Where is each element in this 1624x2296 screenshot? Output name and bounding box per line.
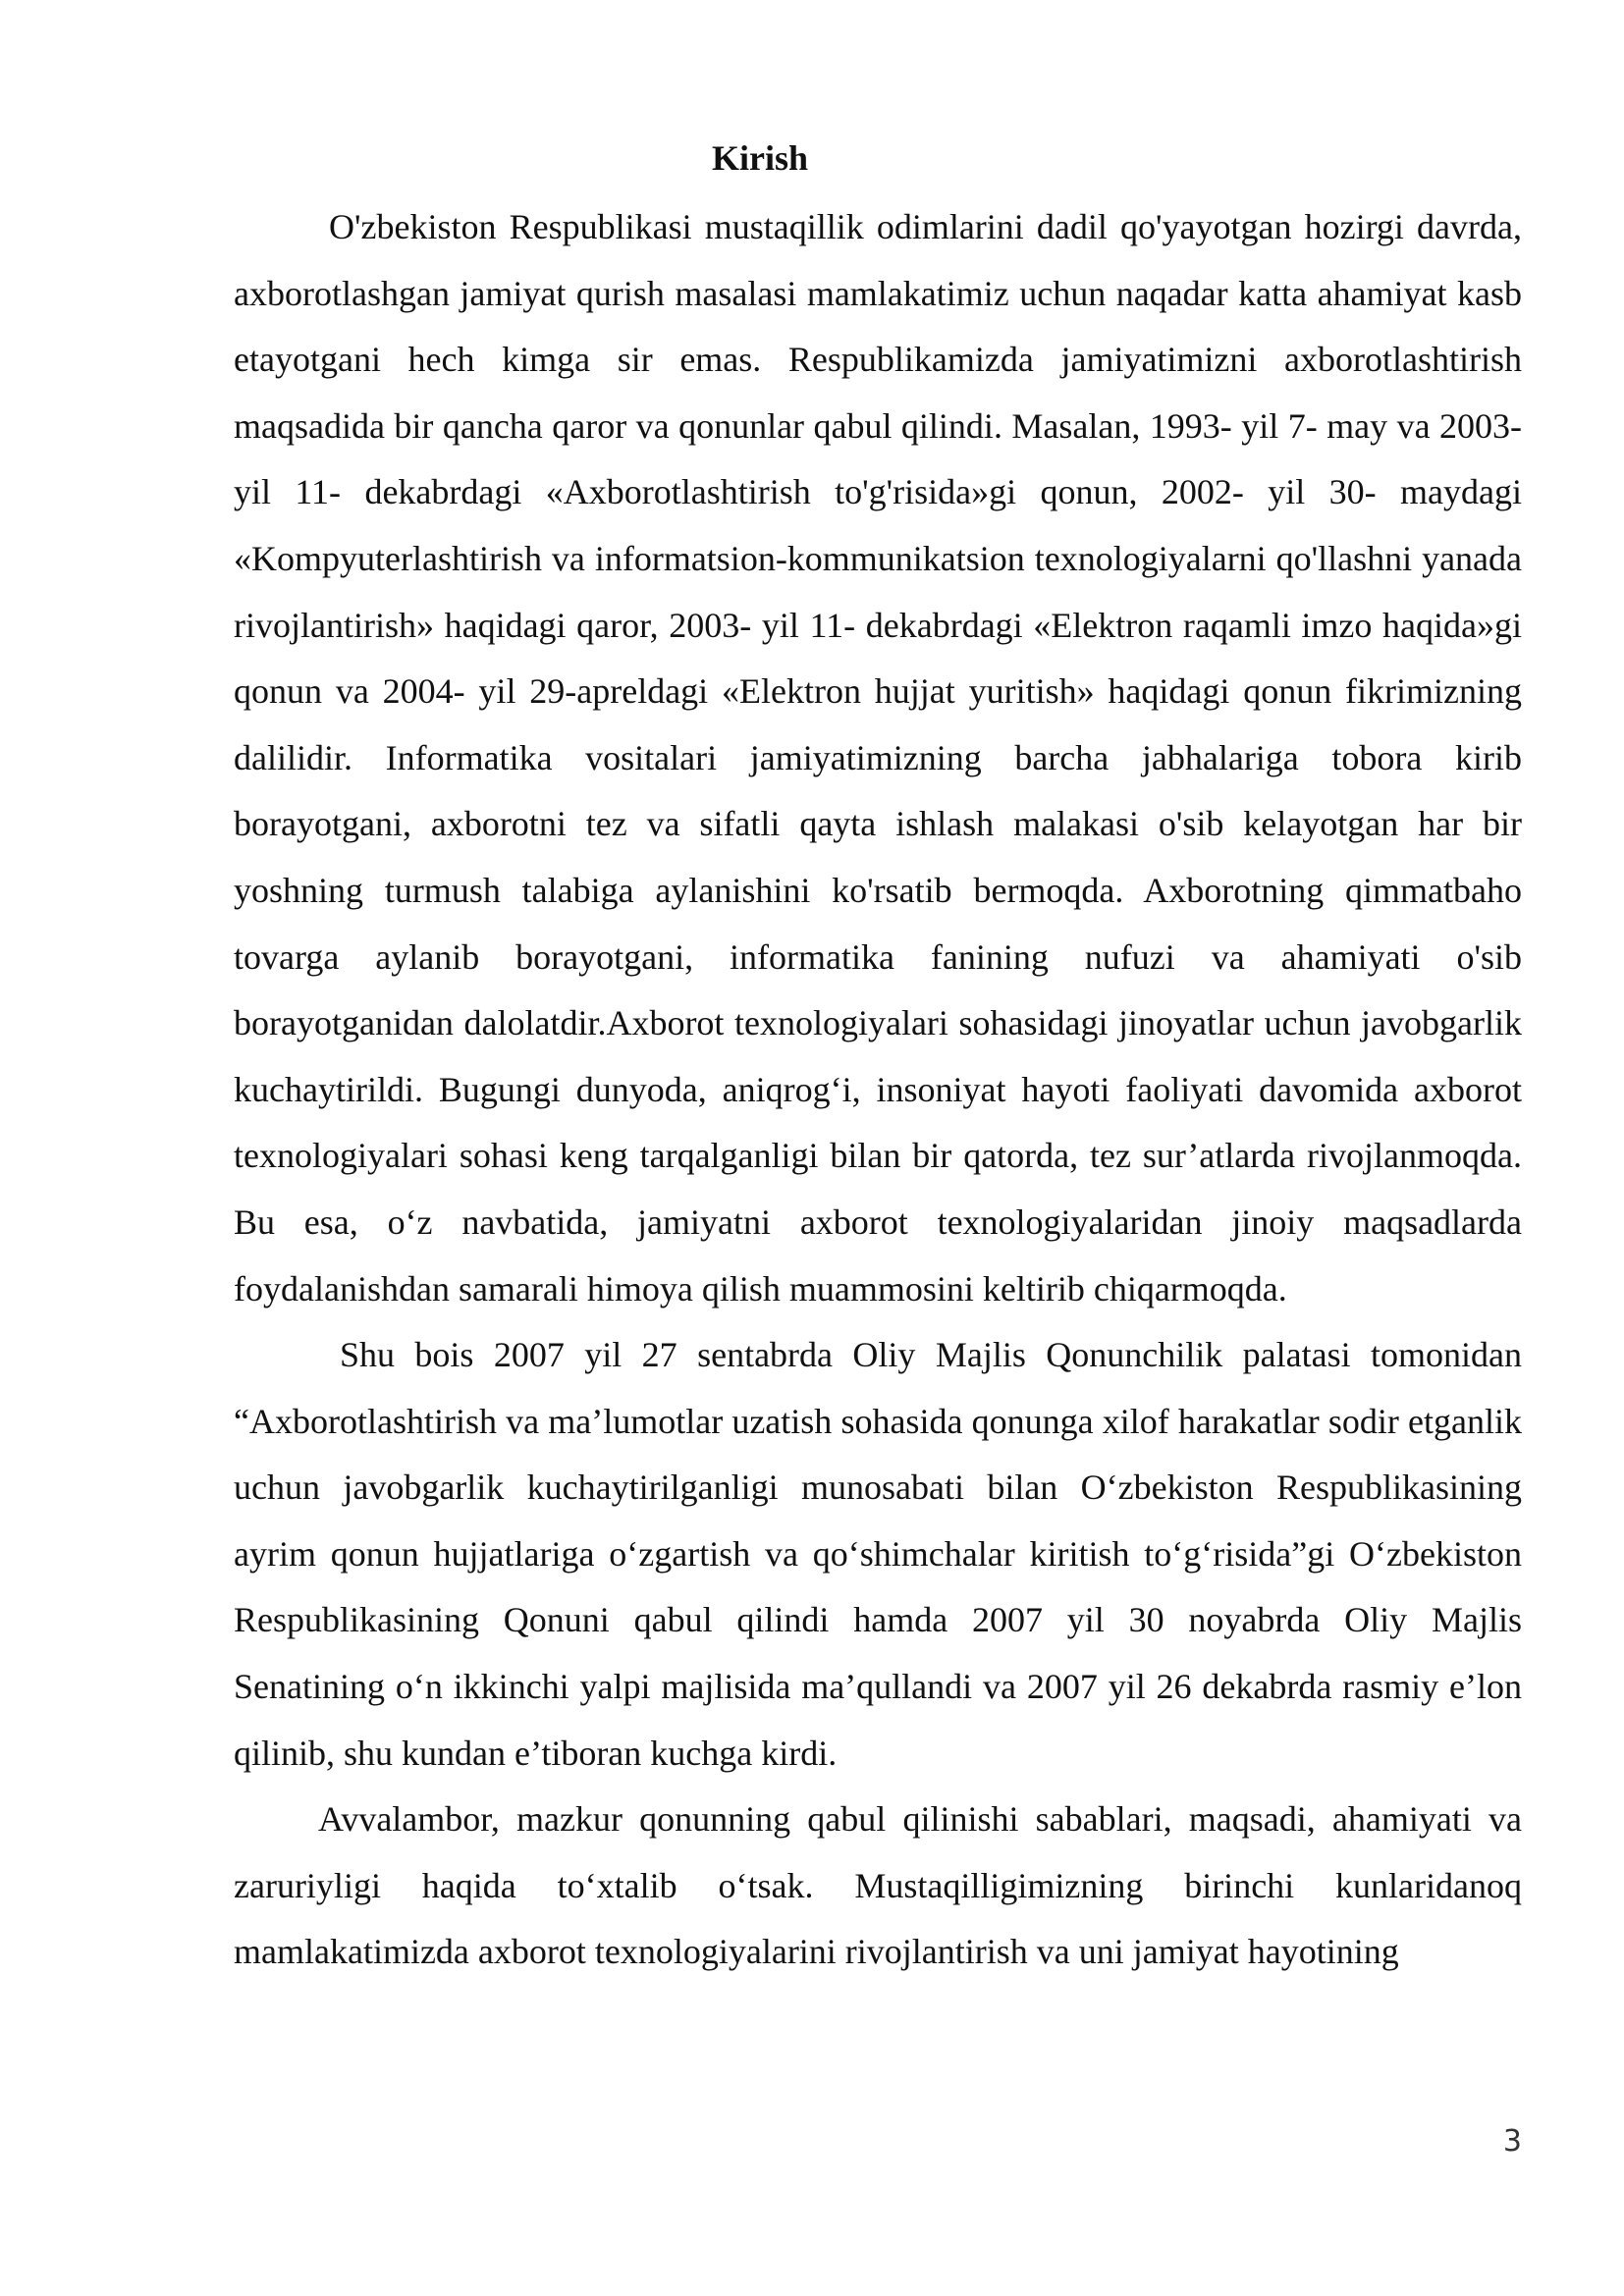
- body-text: [234, 194, 1522, 1986]
- paragraph-law-2007: Shu bois 2007 yil 27 sentabrda Oliy Majlis Qonunchilik palatasi tomonidan “Axborotlashtirish va ma’lumotlar uzatish sohasida qonunga xilof harakatlar sodir etganlik uchun javobgarlik kuchaytirilganligi munosabati bilan O‘zbekiston Respublikasining ayrim qonun hujjatlariga o‘zgartish va qo‘shimchalar kiritish to‘g‘risida”gi O‘zbekiston Respublikasining Qonuni qabul qilindi hamda 2007 yil 30 noyabrda Oliy Majlis Senatining o‘n ikkinchi yalpi majlisida ma’qullandi va 2007 yil 26 dekabrda rasmiy e’lon qilinib, shu kundan e’tiboran kuchga kirdi.: [234, 1335, 1522, 1773]
- section-heading: Kirish: [711, 138, 808, 178]
- paragraph-introduction: O'zbekiston Respublikasi mustaqillik odimlarini dadil qo'yayotgan hozirgi davrda, axborotlashgan jamiyat qurish masalasi mamlakatimiz uchun naqadar katta ahamiyat kasb etayotgani hech kimga sir emas. Respublikamizda jamiyatimizni axborotlashtirish maqsadida bir qancha qaror va qonunlar qabul qilindi. Masalan, 1993- yil 7- may va 2003- yil 11- dekabrdagi «Axborotlashtirish to'g'risida»gi qonun, 2002- yil 30- maydagi «Kompyuterlashtirish va informatsion-kommunikatsion texnologiyalarni qo'llashni yanada rivojlantirish» haqidagi qaror, 2003- yil 11- dekabrdagi «Elektron raqamli imzo haqida»gi qonun va 2004- yil 29-apreldagi «Elektron hujjat yuritish» haqidagi qonun fikrimizning dalilidir. Informatika vositalari jamiyatimizning barcha jabhalariga tobora kirib borayotgani, axborotni tez va sifatli qayta ishlash malakasi o'sib kelayotgan har bir yoshning turmush talabiga aylanishini ko'rsatib bermoqda. Axborotning qimmatbaho tovarga aylanib borayotgani, informatika fanining nufuzi va ahamiyati o'sib borayotganidan dalolatdir.Axborot texnologiyalari sohasidagi jinoyatlar uchun javobgarlik kuchaytirildi. Bugungi dunyoda, aniqrog‘i, insoniyat hayoti faoliyati davomida axborot texnologiyalari sohasi keng tarqalganligi bilan bir qatorda, tez sur’atlarda rivojlanmoqda. Bu esa, o‘z navbatida, jamiyatni axborot texnologiyalaridan jinoiy maqsadlarda foydalanishdan samarali himoya qilish muammosini keltirib chiqarmoqda.: [234, 207, 1522, 1308]
- page-number: 3: [1502, 2124, 1522, 2159]
- paragraph-reasons: Avvalambor, mazkur qonunning qabul qilinishi sabablari, maqsadi, ahamiyati va zaruriyligi haqida to‘xtalib o‘tsak. Mustaqilligimizning birinchi kunlaridanoq mamlakatimizda axborot texnologiyalarini rivojlantirish va uni jamiyat hayotining: [234, 1799, 1522, 1972]
